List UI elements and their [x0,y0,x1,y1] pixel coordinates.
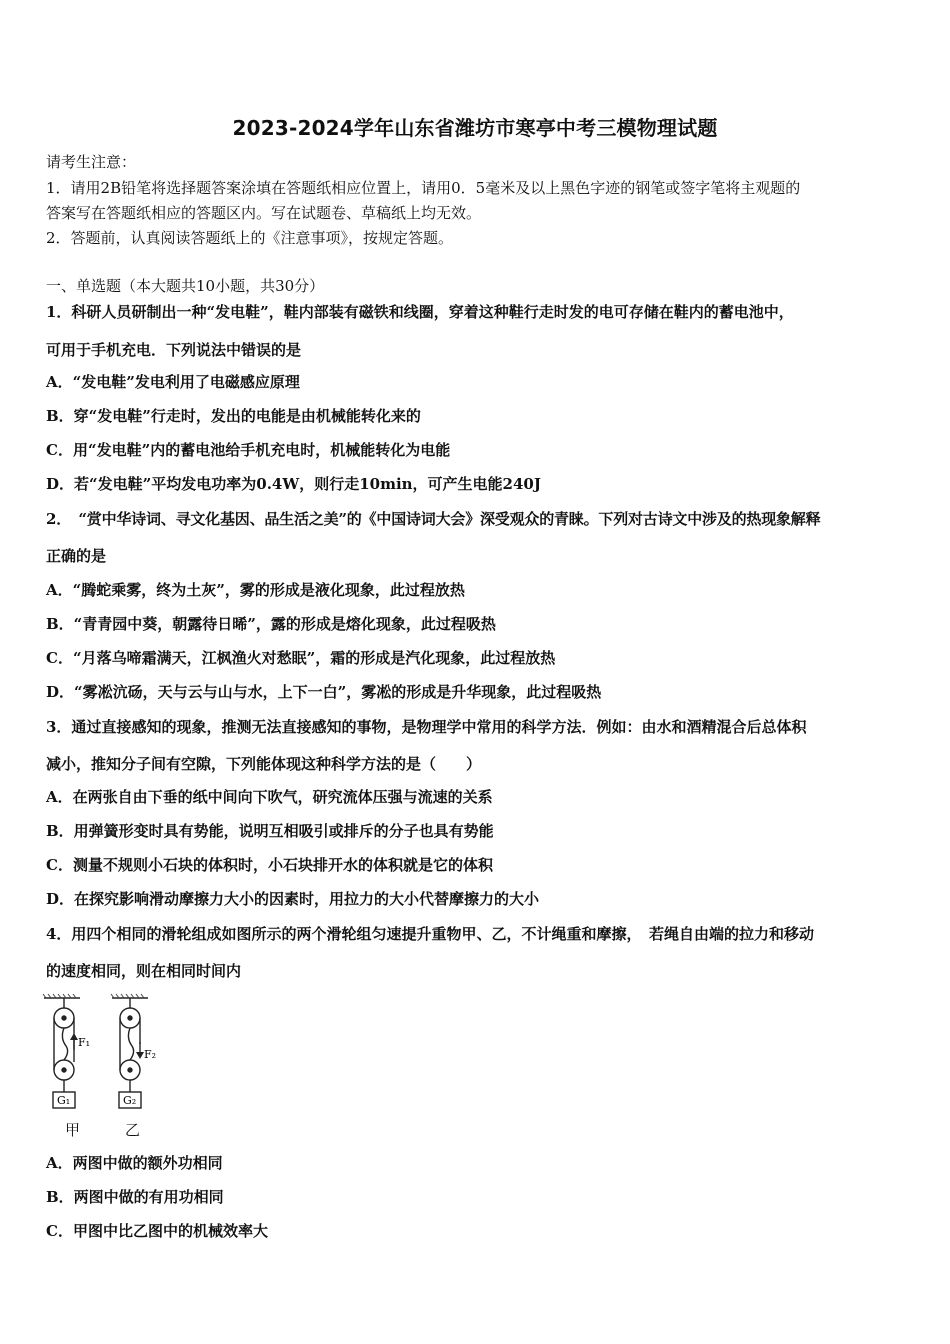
notice-heading: 请考生注意： [46,153,137,171]
option-2b: B．“青青园中葵，朝露待日晞”，露的形成是熔化现象，此过程吸热 [46,615,496,633]
question-4-stem: 4．用四个相同的滑轮组成如图所示的两个滑轮组匀速提升重物甲、乙，不计绳重和摩擦， 若绳自由端的拉力和移动 [46,925,814,943]
question-3-stem: 减小，推知分子间有空隙，下列能体现这种科学方法的是（ ） [46,755,482,773]
question-2-stem: 正确的是 [46,547,107,565]
option-1a: A．“发电鞋”发电利用了电磁感应原理 [46,373,300,391]
option-3a: A．在两张自由下垂的纸中间向下吹气，研究流体压强与流速的关系 [46,788,493,806]
label-g1: G₁ [57,1094,71,1107]
pulley-system-left [53,998,75,1108]
notice-item: 1．请用2B铅笔将选择题答案涂填在答题纸相应位置上，请用0．5毫米及以上黑色字迹的钢笔或签字笔将主观题的 [46,179,801,197]
arrow-f2 [136,1042,144,1059]
figure-caption-left: 甲 [65,1121,81,1139]
option-3d: D．在探究影响滑动摩擦力大小的因素时，用拉力的大小代替摩擦力的大小 [46,890,540,908]
pulley-diagram [40,992,170,1122]
question-3-stem: 3．通过直接感知的现象，推测无法直接感知的事物，是物理学中常用的科学方法．例如：由水和酒精混合后总体积 [46,718,807,736]
page-title: 2023-2024学年山东省潍坊市寒亭中考三模物理试题 [232,116,718,140]
option-2a: A．“腾蛇乘雾，终为土灰”，雾的形成是液化现象，此过程放热 [46,581,465,599]
option-4c: C．甲图中比乙图中的机械效率大 [46,1222,268,1240]
arrow-f1 [70,1033,78,1050]
option-1c: C．用“发电鞋”内的蓄电池给手机充电时，机械能转化为电能 [46,441,451,459]
option-1b: B．穿“发电鞋”行走时，发出的电能是由机械能转化来的 [46,407,421,425]
option-2c: C．“月落乌啼霜满天，江枫渔火对愁眠”，霜的形成是汽化现象，此过程放热 [46,649,556,667]
notice-item: 2．答题前，认真阅读答题纸上的《注意事项》，按规定答题。 [46,229,454,247]
option-3c: C．测量不规则小石块的体积时，小石块排开水的体积就是它的体积 [46,856,493,874]
option-2d: D．“雾凇沆砀，天与云与山与水，上下一白”，雾凇的形成是升华现象，此过程吸热 [46,683,602,701]
label-f2: F₂ [144,1048,157,1061]
option-1d: D．若“发电鞋”平均发电功率为0.4W，则行走10min，可产生电能240J [46,475,541,493]
ceiling-right [111,994,148,998]
pulley-figure [40,992,170,1142]
question-2-stem: 2． “赏中华诗词、寻文化基因、品生活之美”的《中国诗词大会》深受观众的青睐。下列对古诗文中涉及的热现象解释 [46,510,821,528]
label-f1: F₁ [78,1036,91,1049]
label-g2: G₂ [123,1094,137,1107]
question-1-stem: 可用于手机充电．下列说法中错误的是 [46,341,302,359]
section-heading: 一、单选题（本大题共10小题，共30分） [46,277,325,295]
question-4-stem: 的速度相同，则在相同时间内 [46,962,242,980]
option-4b: B．两图中做的有用功相同 [46,1188,224,1206]
question-1-stem: 1．科研人员研制出一种“发电鞋”，鞋内部装有磁铁和线圈，穿着这种鞋行走时发的电可存储在鞋内的蓄电池中， [46,303,794,321]
option-3b: B．用弹簧形变时具有势能，说明互相吸引或排斥的分子也具有势能 [46,822,494,840]
notice-item: 答案写在答题纸相应的答题区内。写在试题卷、草稿纸上均无效。 [46,204,482,222]
figure-caption-right: 乙 [125,1121,141,1139]
ceiling-left [43,994,80,998]
option-4a: A．两图中做的额外功相同 [46,1154,223,1172]
